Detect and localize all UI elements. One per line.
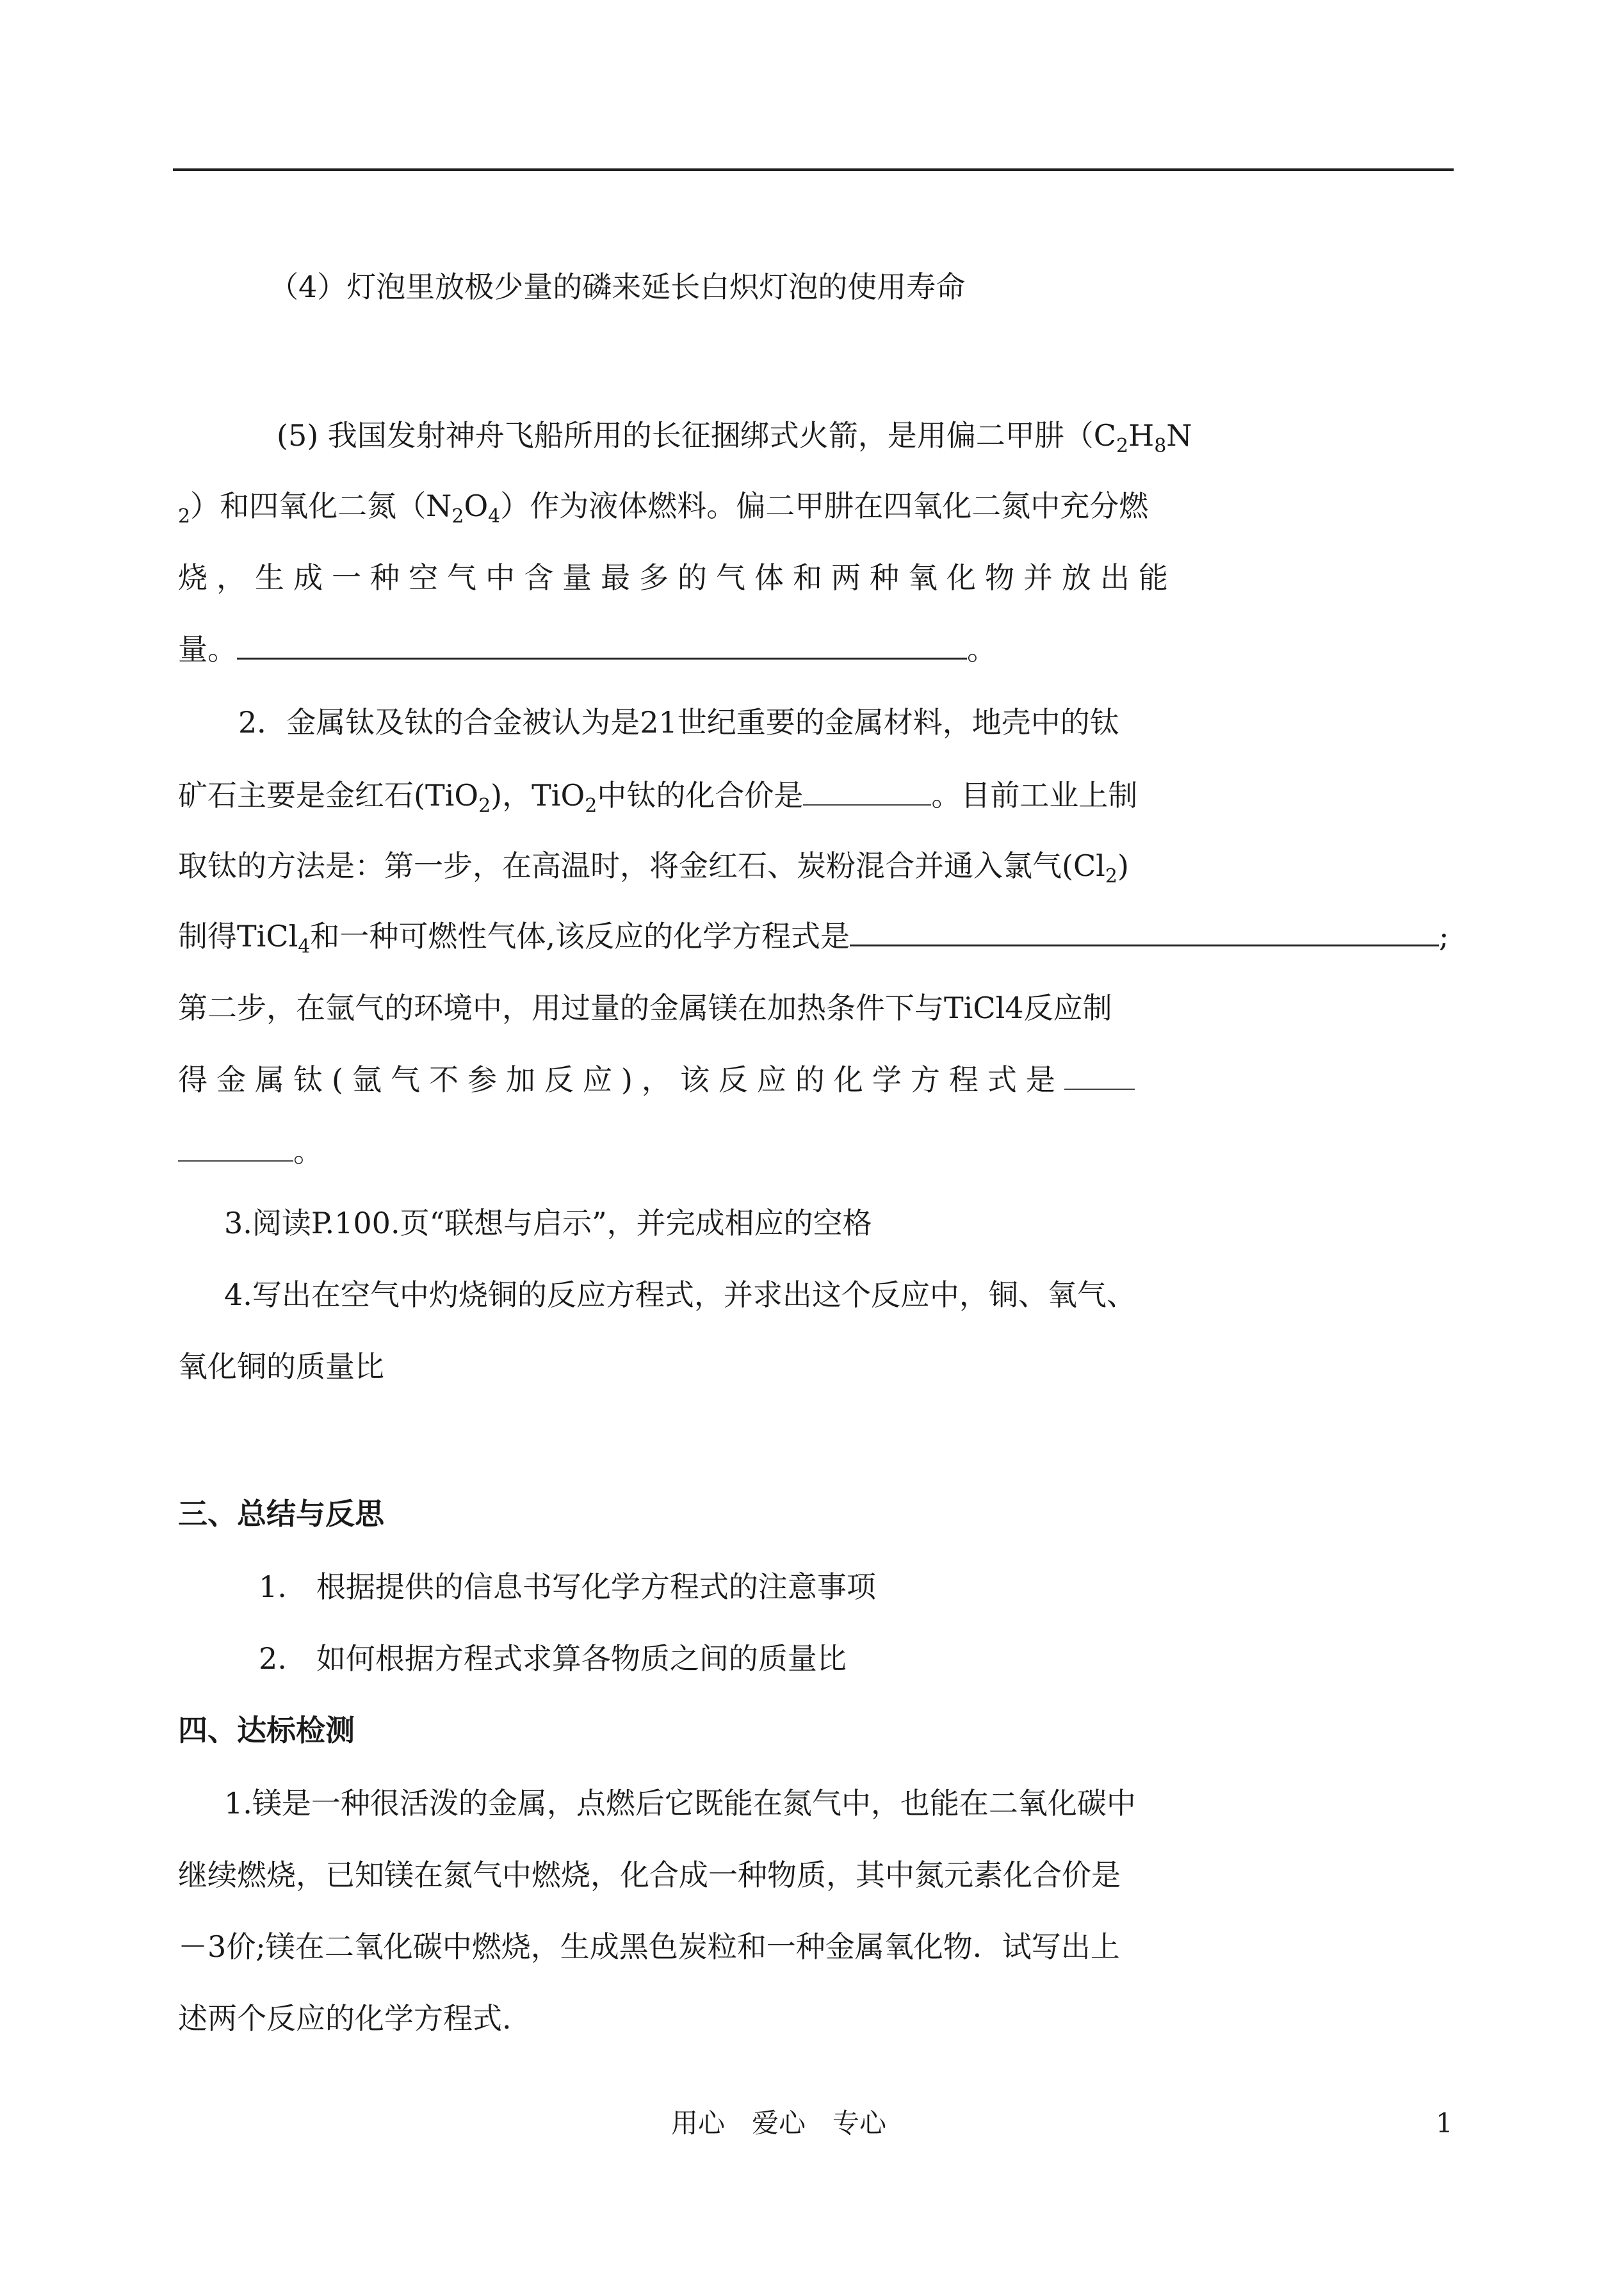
question-1-5-line-4: 量。 。 <box>178 632 996 667</box>
question-1-5-line-2: $_2$）和四氧化二氮$(N_2O_4)$作为液体燃料。偏二甲肼在四氧化二氮中充分燃 <box>178 489 1149 528</box>
footer-motto: 用心 爱心 专心 <box>671 2107 887 2139</box>
question-2-line-6: 得金属钛(氩气不参加反应)，该反应的化学方程式是 <box>178 1060 1135 1099</box>
answer-blank[interactable] <box>1064 1063 1135 1090</box>
answer-blank[interactable] <box>803 779 931 806</box>
page-number: 1 <box>1436 2107 1453 2139</box>
section-3-item-1: 1. 根据提供的信息书写化学方程式的注意事项 <box>259 1569 876 1604</box>
question-2-line-2: 矿石主要是金红石(TiO$_2$)，TiO$_2$中钛的化合价是 。目前工业上制 <box>178 778 1138 818</box>
section-3-item-2: 2. 如何根据方程式求算各物质之间的质量比 <box>259 1641 847 1676</box>
answer-blank[interactable] <box>850 919 1439 946</box>
question-3: 3.阅读P.100.页“联想与启示”，并完成相应的空格 <box>224 1206 872 1240</box>
question-2-line-1: 2．金属钛及钛的合金被认为是21世纪重要的金属材料，地壳中的钛 <box>238 705 1119 740</box>
question-4-line-2: 氧化铜的质量比 <box>178 1349 384 1384</box>
answer-blank[interactable] <box>178 1135 293 1162</box>
section-3-title: 三、总结与反思 <box>178 1496 384 1531</box>
question-2-line-7: 。 <box>178 1132 323 1171</box>
section-4-line-1: 1.镁是一种很活泼的金属，点燃后它既能在氮气中，也能在二氧化碳中 <box>224 1786 1136 1821</box>
header-rule <box>173 168 1454 171</box>
question-2-line-4: 制得TiCl$_4$和一种可燃性气体,该反应的化学方程式是 ; <box>178 919 1449 959</box>
question-1-4: （4）灯泡里放极少量的磷来延长白炽灯泡的使用寿命 <box>269 270 966 304</box>
question-1-5-line-1: (5) 我国发射神舟飞船所用的长征捆绑式火箭，是用偏二甲肼（$C_2H_8N$ <box>277 418 1192 458</box>
question-2-line-5: 第二步，在氩气的环境中，用过量的金属镁在加热条件下与TiCl4反应制 <box>178 991 1112 1025</box>
answer-blank[interactable] <box>237 632 967 660</box>
question-4-line-1: 4.写出在空气中灼烧铜的反应方程式，并求出这个反应中，铜、氧气、 <box>224 1277 1136 1312</box>
section-4-line-4: 述两个反应的化学方程式. <box>178 2001 512 2036</box>
question-1-5-line-3: 烧，生成一种空气中含量最多的气体和两种氧化物并放出能 <box>178 560 1177 595</box>
section-4-line-2: 继续燃烧，已知镁在氮气中燃烧，化合成一种物质，其中氮元素化合价是 <box>178 1858 1121 1892</box>
section-4-line-3: －3价;镁在二氧化碳中燃烧，生成黑色炭粒和一种金属氧化物．试写出上 <box>178 1929 1120 1964</box>
question-2-line-3: 取钛的方法是：第一步，在高温时，将金红石、炭粉混合并通入氯气$(Cl_2)$ <box>178 848 1129 888</box>
section-4-title: 四、达标检测 <box>178 1713 355 1748</box>
